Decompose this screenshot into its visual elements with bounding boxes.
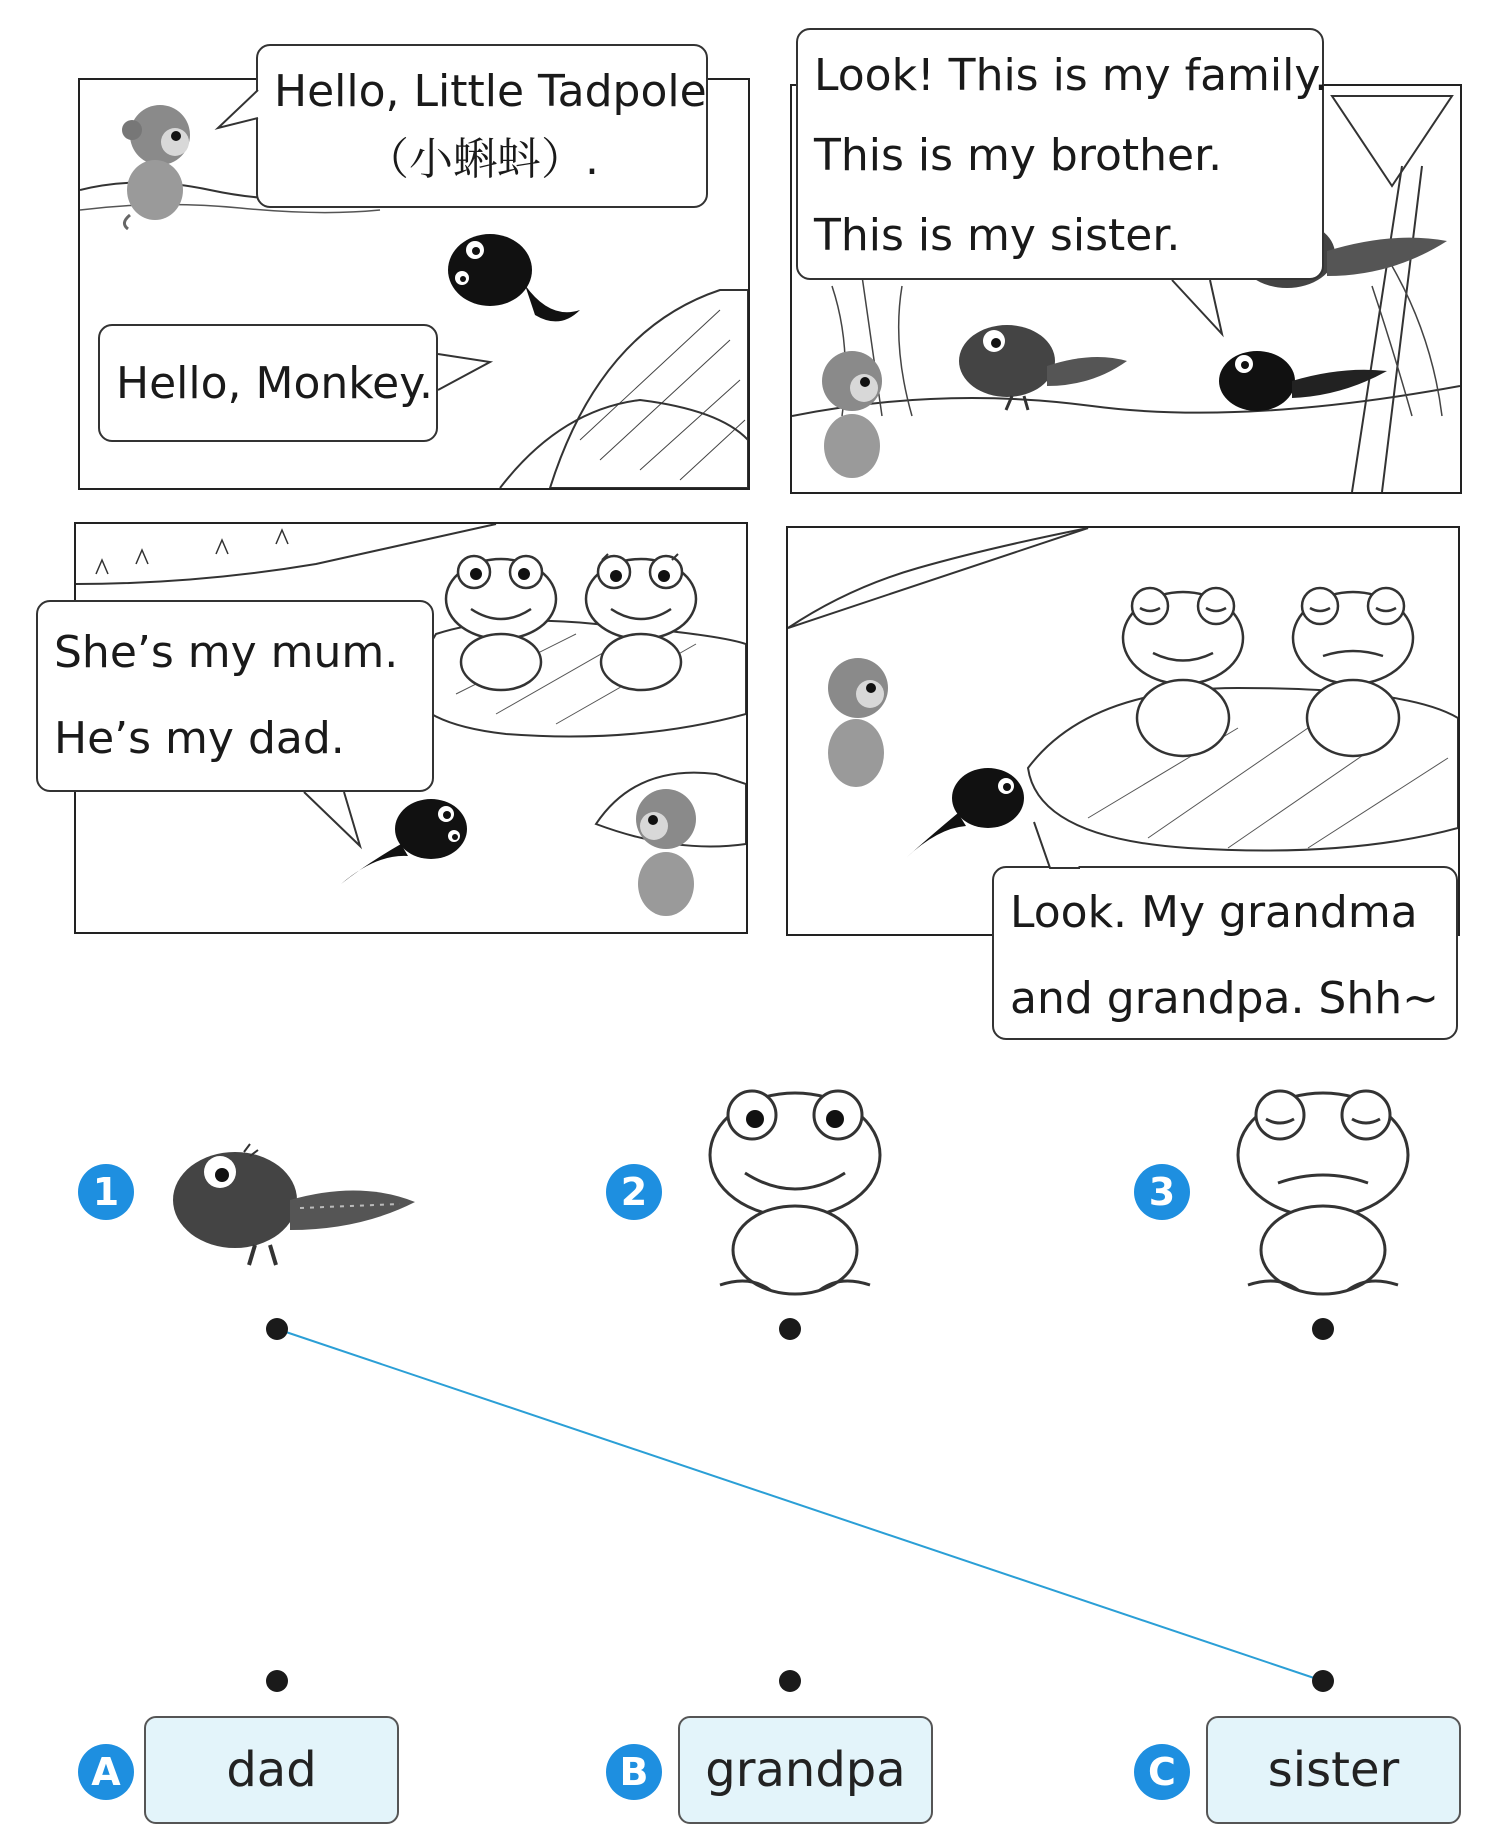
tadpole-sister-icon [952,311,1132,421]
bubble-line: This is my sister. [814,210,1181,261]
bubble-tail [1170,278,1240,338]
bubble-line: and grandpa. Shh~ [1010,973,1439,1024]
frog-dad-icon [436,544,566,694]
match-dot-picture-1[interactable] [266,1318,288,1340]
frog-grandpa-icon [1218,1075,1428,1305]
tadpole-sister-icon [160,1130,420,1280]
bubble-tail [216,88,260,148]
bubble-line: Look. My grandma [1010,887,1418,938]
speech-bubble-hello-tadpole [256,44,708,208]
match-dot-picture-2[interactable] [779,1318,801,1340]
tadpole-icon [898,758,1038,868]
tadpole-icon [440,220,590,340]
speech-bubble-hello-monkey [98,324,438,442]
option-letter-a: A [78,1744,134,1800]
speech-bubble-mum-dad [36,600,434,792]
speech-bubble-grandparents [992,866,1458,1040]
monkey-icon [611,774,731,924]
frog-dad-icon [690,1075,900,1305]
option-letter-b: B [606,1744,662,1800]
match-dot-word-a[interactable] [266,1670,288,1692]
speech-bubble-family [796,28,1329,280]
monkey-icon [792,336,902,486]
option-letter-c: C [1134,1744,1190,1800]
word-box-sister[interactable]: sister [1206,1716,1461,1824]
frog-mum-icon [576,544,706,694]
bubble-line: She’s my mum. [54,627,399,678]
match-dot-picture-3[interactable] [1312,1318,1334,1340]
bubble-line: He’s my dad. [54,713,345,764]
monkey-icon [100,90,220,230]
item-number-3: 3 [1134,1164,1190,1220]
bubble-line: This is my brother. [814,130,1223,181]
bubble-line: Look! This is my family. [814,50,1329,101]
tadpole-icon [1212,336,1392,426]
bubble-line: Hello, Little Tadpole [274,66,707,117]
frog-grandpa-icon [1278,578,1428,768]
bubble-tail [300,790,370,850]
word-box-grandpa[interactable]: grandpa [678,1716,933,1824]
bubble-line: Hello, Monkey. [116,358,434,409]
frog-grandma-icon [1108,578,1258,768]
bubble-tail [1030,820,1090,870]
match-dot-word-c[interactable] [1312,1670,1334,1692]
item-number-2: 2 [606,1164,662,1220]
monkey-icon [798,638,908,798]
bubble-tail [436,350,492,400]
match-dot-word-b[interactable] [779,1670,801,1692]
word-box-dad[interactable]: dad [144,1716,399,1824]
item-number-1: 1 [78,1164,134,1220]
bubble-line: （小蝌蚪）. [365,134,599,185]
